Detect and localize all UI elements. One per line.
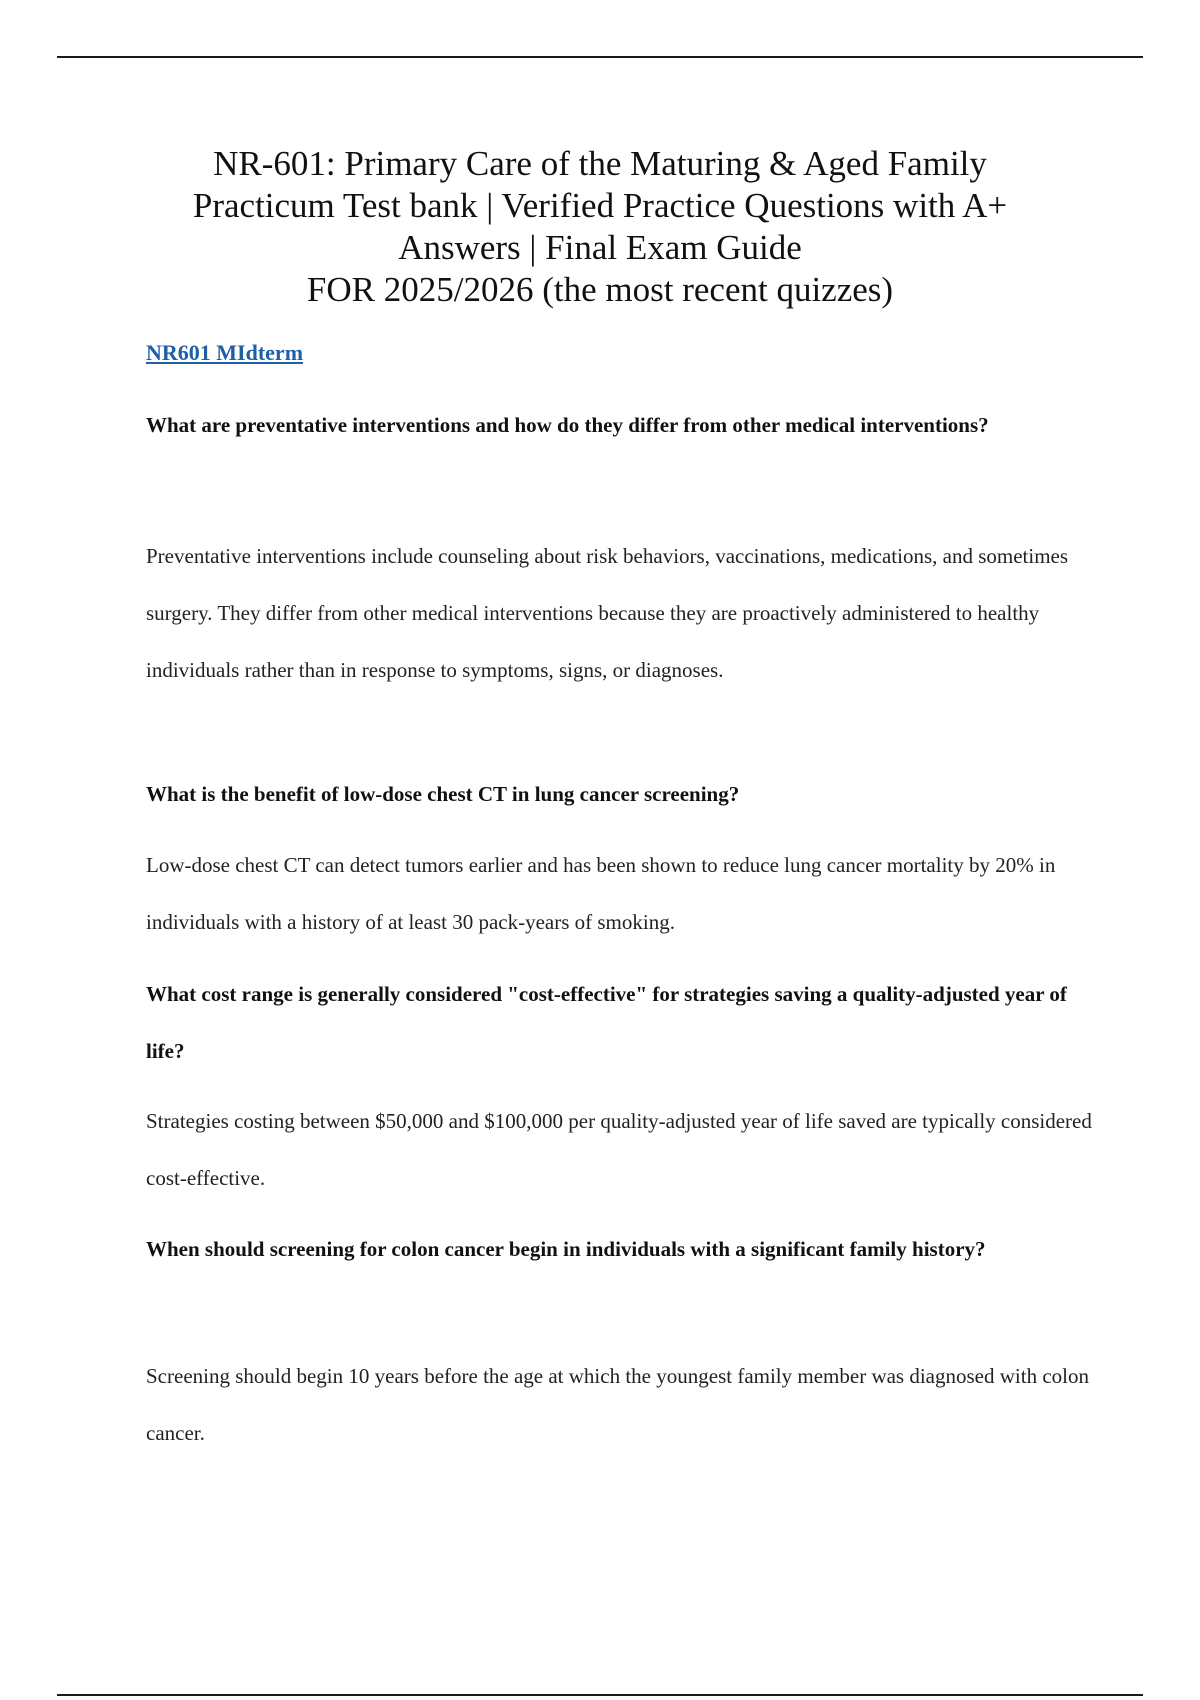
question-4: When should screening for colon cancer begin in individuals with a significant family history? — [146, 1237, 986, 1261]
footer-rule — [57, 1694, 1143, 1696]
title-line: NR-601: Primary Care of the Maturing & Aged Family — [213, 144, 987, 183]
answer-3: Strategies costing between $50,000 and $100,000 per quality-adjusted year of life saved are typically considered cost-effective. — [146, 1109, 1092, 1190]
title-line: FOR 2025/2026 (the most recent quizzes) — [306, 270, 894, 309]
document-title — [100, 143, 1100, 311]
title-line: Answers | Final Exam Guide — [398, 228, 802, 267]
answer-2: Low-dose chest CT can detect tumors earlier and has been shown to reduce lung cancer mortality by 20% in individuals with a history of at least 30 pack-years of smoking. — [146, 853, 1056, 934]
question-2: What is the benefit of low-dose chest CT in lung cancer screening? — [146, 782, 740, 806]
question-3: What cost range is generally considered "cost-effective" for strategies saving a quality-adjusted year of life? — [146, 982, 1067, 1063]
answer-4: Screening should begin 10 years before the age at which the youngest family member was diagnosed with colon cancer. — [146, 1364, 1089, 1445]
header-rule — [57, 56, 1143, 58]
question-1: What are preventative interventions and how do they differ from other medical interventions? — [146, 413, 989, 437]
answer-1: Preventative interventions include counseling about risk behaviors, vaccinations, medications, and sometimes surgery. They differ from other medical interventions because they are proactively administered to healthy individuals rather than in response to symptoms, signs, or diagnoses. — [146, 544, 1069, 682]
title-line: Practicum Test bank | Verified Practice Questions with A+ — [192, 186, 1008, 225]
section-link[interactable]: NR601 MIdterm — [146, 340, 304, 365]
